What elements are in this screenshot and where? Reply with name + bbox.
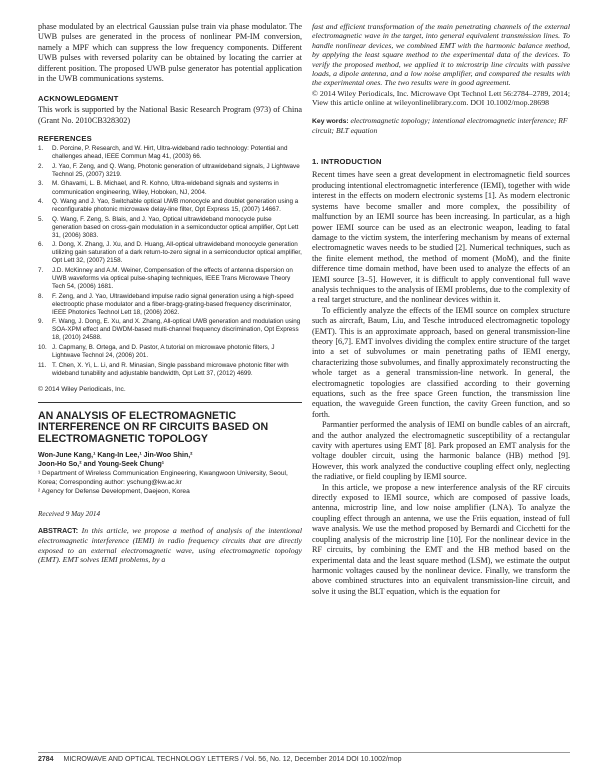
page-footer (38, 752, 570, 763)
authors-line-2: Joon-Ho So,² and Young-Seek Chung¹ (38, 461, 165, 469)
reference-item (38, 163, 302, 179)
reference-item (38, 198, 302, 214)
abstract-citation: © 2014 Wiley Periodicals, Inc. Microwave Opt Technol Lett 56:2784–2789, 2014; View this article online at wileyonlinelibrary.com. DOI 10.1002/mop.28698 (312, 88, 570, 108)
reference-item (38, 344, 302, 360)
references-heading: REFERENCES (38, 134, 92, 144)
reference-number: 7. (38, 266, 44, 274)
reference-item (38, 145, 302, 161)
reference-text: F. Wang, J. Dong, E. Xu, and X. Zhang, All-optical UWB generation and modulation using SOA-XPM effect and DWDM-based multi-channel frequency discrimination, Opt Express 18, (2010) 24588. (52, 318, 301, 342)
doi-text: DOI 10.1002/mop (346, 756, 402, 763)
reference-text: T. Chen, X. Yi, L. Li, and R. Minasian, Single passband microwave photonic filter with wideband tunability and adjustable bandwidth, Opt Lett 37, (2012) 4699. (52, 361, 289, 377)
reference-text: J. Dong, X. Zhang, J. Xu, and D. Huang, All-optical ultrawideband monocycle generation utilizing gain saturation of a dark return-to-zero signal in a semiconductor optical amplifier, Opt Lett 32, (2007) 2158. (52, 241, 302, 265)
acknowledgment-text: This work is supported by the National Basic Research Program (973) of China (Grant No. 2010CB328302) (38, 105, 302, 125)
reference-text: J. Yao, F. Zeng, and Q. Wang, Photonic generation of ultrawideband signals, J Lightwave Technol 25, (2007) 3219. (52, 162, 300, 178)
intro-para-1: Recent times have seen a great development in electromagnetic field sources producing intentional electromagnetic interference (IEMI), together with wide interest in the effects on modern electronic systems [1]. As modern electronic systems have become smaller and more complex, the possibility of malfunction by an IEMI source has been increasing. In particular, as a high power IEMI source can be used as an electronic weapon, leading to fatal damage to the victim system, the interfering mechanism by means of external electromagnetic waves needs to be studied [2]. Numerical techniques, such as the finite element method, the method of moment (MoM), and the finite difference time domain method, have been used to analyze the effects of an IEMI source [3–5]. However, it is difficult to apply conventional full wave analysis techniques to the analysis of IEMI problems, due to the complexity of a real target structure, and the nonlinear devices within it. (312, 170, 570, 305)
reference-number: 9. (38, 318, 44, 326)
reference-text: J. Capmany, B. Ortega, and D. Pastor, A tutorial on microwave photonic filters, J Lightwave Technol 24, (2006) 201. (52, 343, 275, 360)
authors-line-1: Won-June Kang,¹ Kang-In Lee,¹ Jin-Woo Shin,² (38, 452, 193, 460)
affiliation-1: ¹ Department of Wireless Communication Engineering, Kwangwoon University, Seoul, Korea; Corresponding author: yschung@kw.ac.kr (38, 470, 288, 486)
intro-paragraph: phase modulated by an electrical Gaussian pulse train via phase modulator. The UWB pulses are generated in the process of nonlinear PM-IM conversion, namely a MPF which can suppress the low frequency components. Different UWB pulses with reversed polarity can be obtained by locating the carrier at different position. The proposed UWB pulse generator has potential application in the UWB communications systems. (38, 22, 302, 84)
abstract-label: ABSTRACT: (38, 528, 79, 536)
journal-info: MICROWAVE AND OPTICAL TECHNOLOGY LETTERS / Vol. 56, No. 12, December 2014 (63, 756, 345, 763)
article-title: AN ANALYSIS OF ELECTROMAGNETIC INTERFERENCE ON RF CIRCUITS BASED ON ELECTROMAGNETIC TOPOLOGY (38, 409, 269, 445)
reference-number: 3. (38, 180, 44, 188)
reference-text: J.D. McKinney and A.M. Weiner, Compensation of the effects of antenna dispersion on UWB waveforms via optical pulse-shaping techniques, IEEE Trans Microwave Theory Tech 54, (2006) 1681. (52, 266, 293, 291)
keywords-label: Key words: (312, 117, 349, 125)
introduction-heading: 1. INTRODUCTION (312, 157, 382, 167)
reference-number: 6. (38, 241, 44, 249)
reference-item (38, 267, 302, 291)
reference-text: F. Zeng, and J. Yao, Ultrawideband impulse radio signal generation using a high-speed electrooptic phase modulator and a fiber-bragg-grating-based frequency discriminator, IEEE Photonics Technol Lett 18, (2006) 2062. (52, 292, 294, 316)
section-divider (38, 402, 302, 403)
intro-para-3: Parmantier performed the analysis of IEMI on bundle cables of an aircraft, and the author analyzed the electromagnetic susceptibility of a rectangular cavity with apertures using EMT [8]. Park proposed an EMT analysis for the voltage doubler circuit, using the harmonic balance (HB) method [9]. However, this work analyzed the conductive coupling effect only, neglecting the radiative, or field coupling by IEMI source. (312, 420, 570, 482)
reference-number: 2. (38, 162, 44, 170)
reference-item (38, 180, 302, 196)
reference-text: M. Ghavami, L. B. Michael, and R. Kohno, Ultra-wideband signals and systems in communication engineering, Wiley, Hoboken, NJ, 2004. (52, 180, 279, 196)
reference-number: 11. (38, 361, 47, 369)
affiliation-2: ² Agency for Defense Development, Daejeon, Korea (38, 487, 190, 495)
keywords-text: electromagnetic topology; intentional electromagnetic interference; RF circuit; BLT equation (312, 115, 568, 136)
right-column (312, 22, 570, 597)
reference-text: Q. Wang, F. Zeng, S. Blais, and J. Yao, Optical ultrawideband monocycle pulse generation based on cross-gain modulation in a semiconductor optical amplifier, Opt Lett 31, (2006) 3083. (52, 215, 299, 239)
reference-number: 5. (38, 215, 44, 223)
reference-item (38, 216, 302, 240)
reference-item (38, 293, 302, 317)
intro-para-4: In this article, we propose a new interference analysis of the RF circuits directly exposed to IEMI source, which are composed of passive loads, antenna, microstrip line, and low noise amplifier (LNA). To analyze the coupling effect through an antenna, we use the Friis equation, instead of full wave analysis. We use the method proposed by Bernardi and Cicchetti for the coupling analysis of the microstrip line [10]. For the nonlinear device in the RF circuits, by combining the EMT and the HB method based on the experimental data and the least square method (LSM), we estimate the output harmonic voltages caused by the nonlinear device. Finally, we transform the above combined structures into an equivalent transmission-line circuit, and solve it using the BLT equation, which is the equation for (312, 482, 570, 596)
left-column (38, 22, 302, 565)
reference-item (38, 362, 302, 378)
reference-text: D. Porcine, P. Research, and W. Hirt, Ultra-wideband radio technology: Potential and challenges ahead, IEEE Commun Mag 41, (2003) 66. (52, 145, 288, 161)
reference-number: 8. (38, 292, 44, 300)
page-number: 2784 (38, 756, 54, 763)
references-list (38, 145, 302, 377)
copyright-notice: © 2014 Wiley Periodicals, Inc. (38, 385, 126, 393)
reference-number: 1. (38, 145, 44, 153)
reference-number: 10. (38, 343, 47, 351)
keywords (312, 116, 570, 136)
reference-item (38, 318, 302, 342)
reference-item (38, 241, 302, 265)
abstract-text: In this article, we propose a method of analysis of the intentional electromagnetic interference (IEMI) in radio frequency circuits that are directly exposed to an external electromagnetic wave, using electromagnetic topology (EMT). EMT solves IEMI problems, by a (38, 526, 302, 565)
received-date: Received 9 May 2014 (38, 510, 101, 519)
acknowledgment-heading: ACKNOWLEDGMENT (38, 94, 119, 104)
reference-number: 4. (38, 197, 44, 205)
abstract (38, 526, 302, 565)
intro-para-2: To efficiently analyze the effects of the IEMI source on complex structure such as aircraft, Baum, Liu, and Tesche introduced electromagnetic topology (EMT). This is an approximate approach, based on general transmission-line theory [6,7]. EMT involves dividing the complex entire structure of the target into a set of subvolumes or main penetrating paths of IEMI energy, characterizing those subvolumes, and finally approximately reconstructing the whole target as a general transmission-line network. In general, the electromagnetic topologies are classified according to their governing equations, such as the free space Green function, the transmission line equation, the waveguide Green function, the cavity Green function, and so forth. (312, 305, 570, 419)
reference-text: Q. Wang and J. Yao, Switchable optical UWB monocycle and doublet generation using a reconfigurable photonic microwave delay-line filter, Opt Express 15, (2007) 14667. (52, 197, 299, 214)
abstract-continued: fast and efficient transformation of the main penetrating channels of the external electromagnetic wave in the target, into general equivalent transmission lines. To handle nonlinear devices, we combined EMT with the harmonic balance method, by applying the least square method to the experimental data of the devices. To verify the proposed method, we applied it to microstrip line circuits with passive loads, a dipole antenna, and a low noise amplifier, and compared the results with the experimental ones. The two results were in good agreement. (312, 22, 570, 88)
